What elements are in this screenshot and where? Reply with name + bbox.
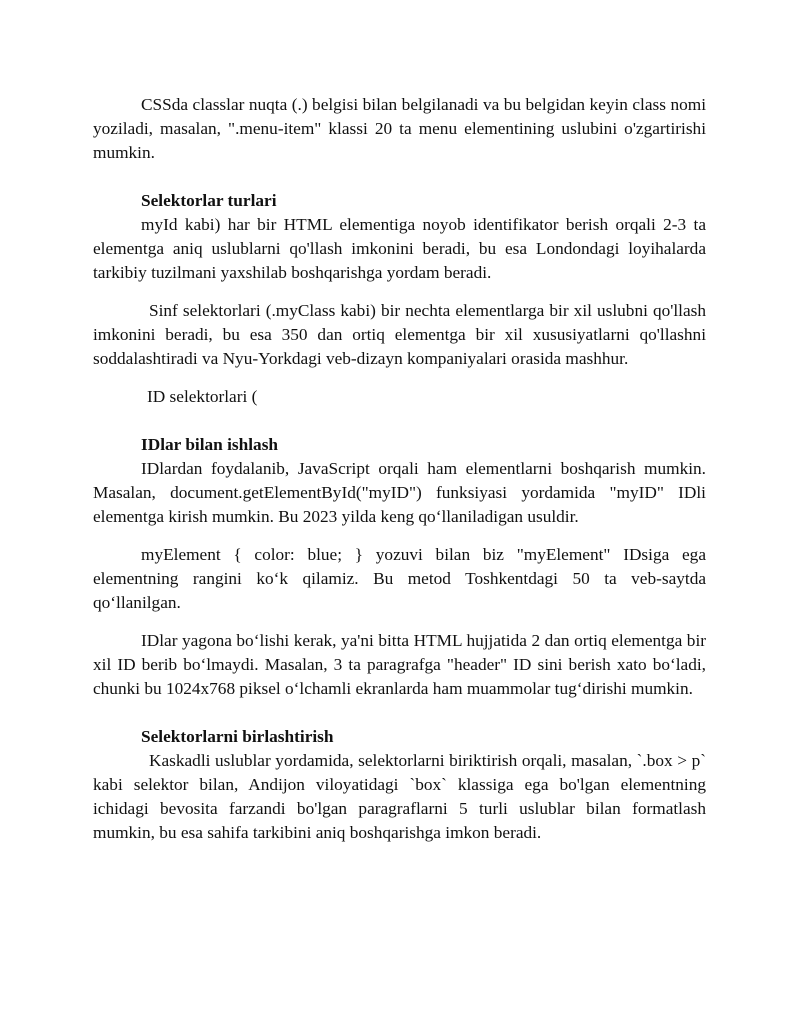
heading-combining-selectors: Selektorlarni birlashtirish: [141, 727, 334, 746]
spacer: [93, 371, 706, 385]
spacer: [93, 615, 706, 629]
spacer: [93, 701, 706, 725]
spacer: [93, 285, 706, 299]
paragraph-unique-ids: IDlar yagona bo‘lishi kerak, ya'ni bitta HTML hujjatida 2 dan ortiq elementga bir xil ID berib bo‘lmaydi. Masalan, 3 ta paragrafga "header" ID sini berish xato bo‘ladi, chunki bu 1024x768 piksel o‘lchamli ekranlarda ham muammolar tug‘dirishi mumkin.: [93, 631, 706, 698]
paragraph-javascript-ids: IDlardan foydalanib, JavaScript orqali ham elementlarni boshqarish mumkin. Masalan, document.getElementById("myID") funksiyasi yordamida "myID" IDli elementga kirish mumkin. Bu 2023 yilda keng qo‘llaniladigan usuldir.: [93, 459, 706, 526]
spacer: [93, 529, 706, 543]
paragraph-myelement-color: myElement { color: blue; } yozuvi bilan biz "myElement" IDsiga ega elementning rangini ko‘k qilamiz. Bu metod Toshkentdagi 50 ta veb-saytda qo‘llanilgan.: [93, 545, 706, 612]
paragraph-id-selectors: myId kabi) har bir HTML elementiga noyob identifikator berish orqali 2-3 ta elementga aniq uslublarni qo'llash imkonini beradi, bu esa Londondagi loyihalarda tarkibiy tuzilmani yaxshilab boshqarishga yordam beradi.: [93, 215, 706, 282]
heading-working-with-ids: IDlar bilan ishlash: [141, 435, 279, 454]
paragraph-class-selectors: Sinf selektorlari (.myClass kabi) bir nechta elementlarga bir xil uslubni qo'llash imkonini beradi, bu esa 350 dan ortiq elementga bir xil xususiyatlarni qo'llashni soddalashtiradi va Nyu-Yorkdagi veb-dizayn kompaniyalari orasida mashhur.: [93, 301, 706, 368]
paragraph-css-classes: CSSda classlar nuqta (.) belgisi bilan belgilanadi va bu belgidan keyin class nomi yoziladi, masalan, ".menu-item" klassi 20 ta menu elementining uslubini o'zgartirishi mumkin.: [93, 95, 706, 162]
heading-selector-types: Selektorlar turlari: [141, 191, 277, 210]
spacer: [93, 409, 706, 433]
paragraph-combining-selectors: Kaskadli uslublar yordamida, selektorlarni biriktirish orqali, masalan, `.box > p` kabi selektor bilan, Andijon viloyatidagi `box` klassiga ega bo'lgan elementning ichidagi bevosita farzandi bo'lgan paragraflarni 5 turli uslublar bilan formatlash mumkin, bu esa sahifa tarkibini aniq boshqarishga imkon beradi.: [93, 751, 706, 842]
document-page: [93, 93, 706, 845]
spacer: [93, 165, 706, 189]
paragraph-id-selectors-fragment: ID selektorlari (: [147, 387, 258, 406]
